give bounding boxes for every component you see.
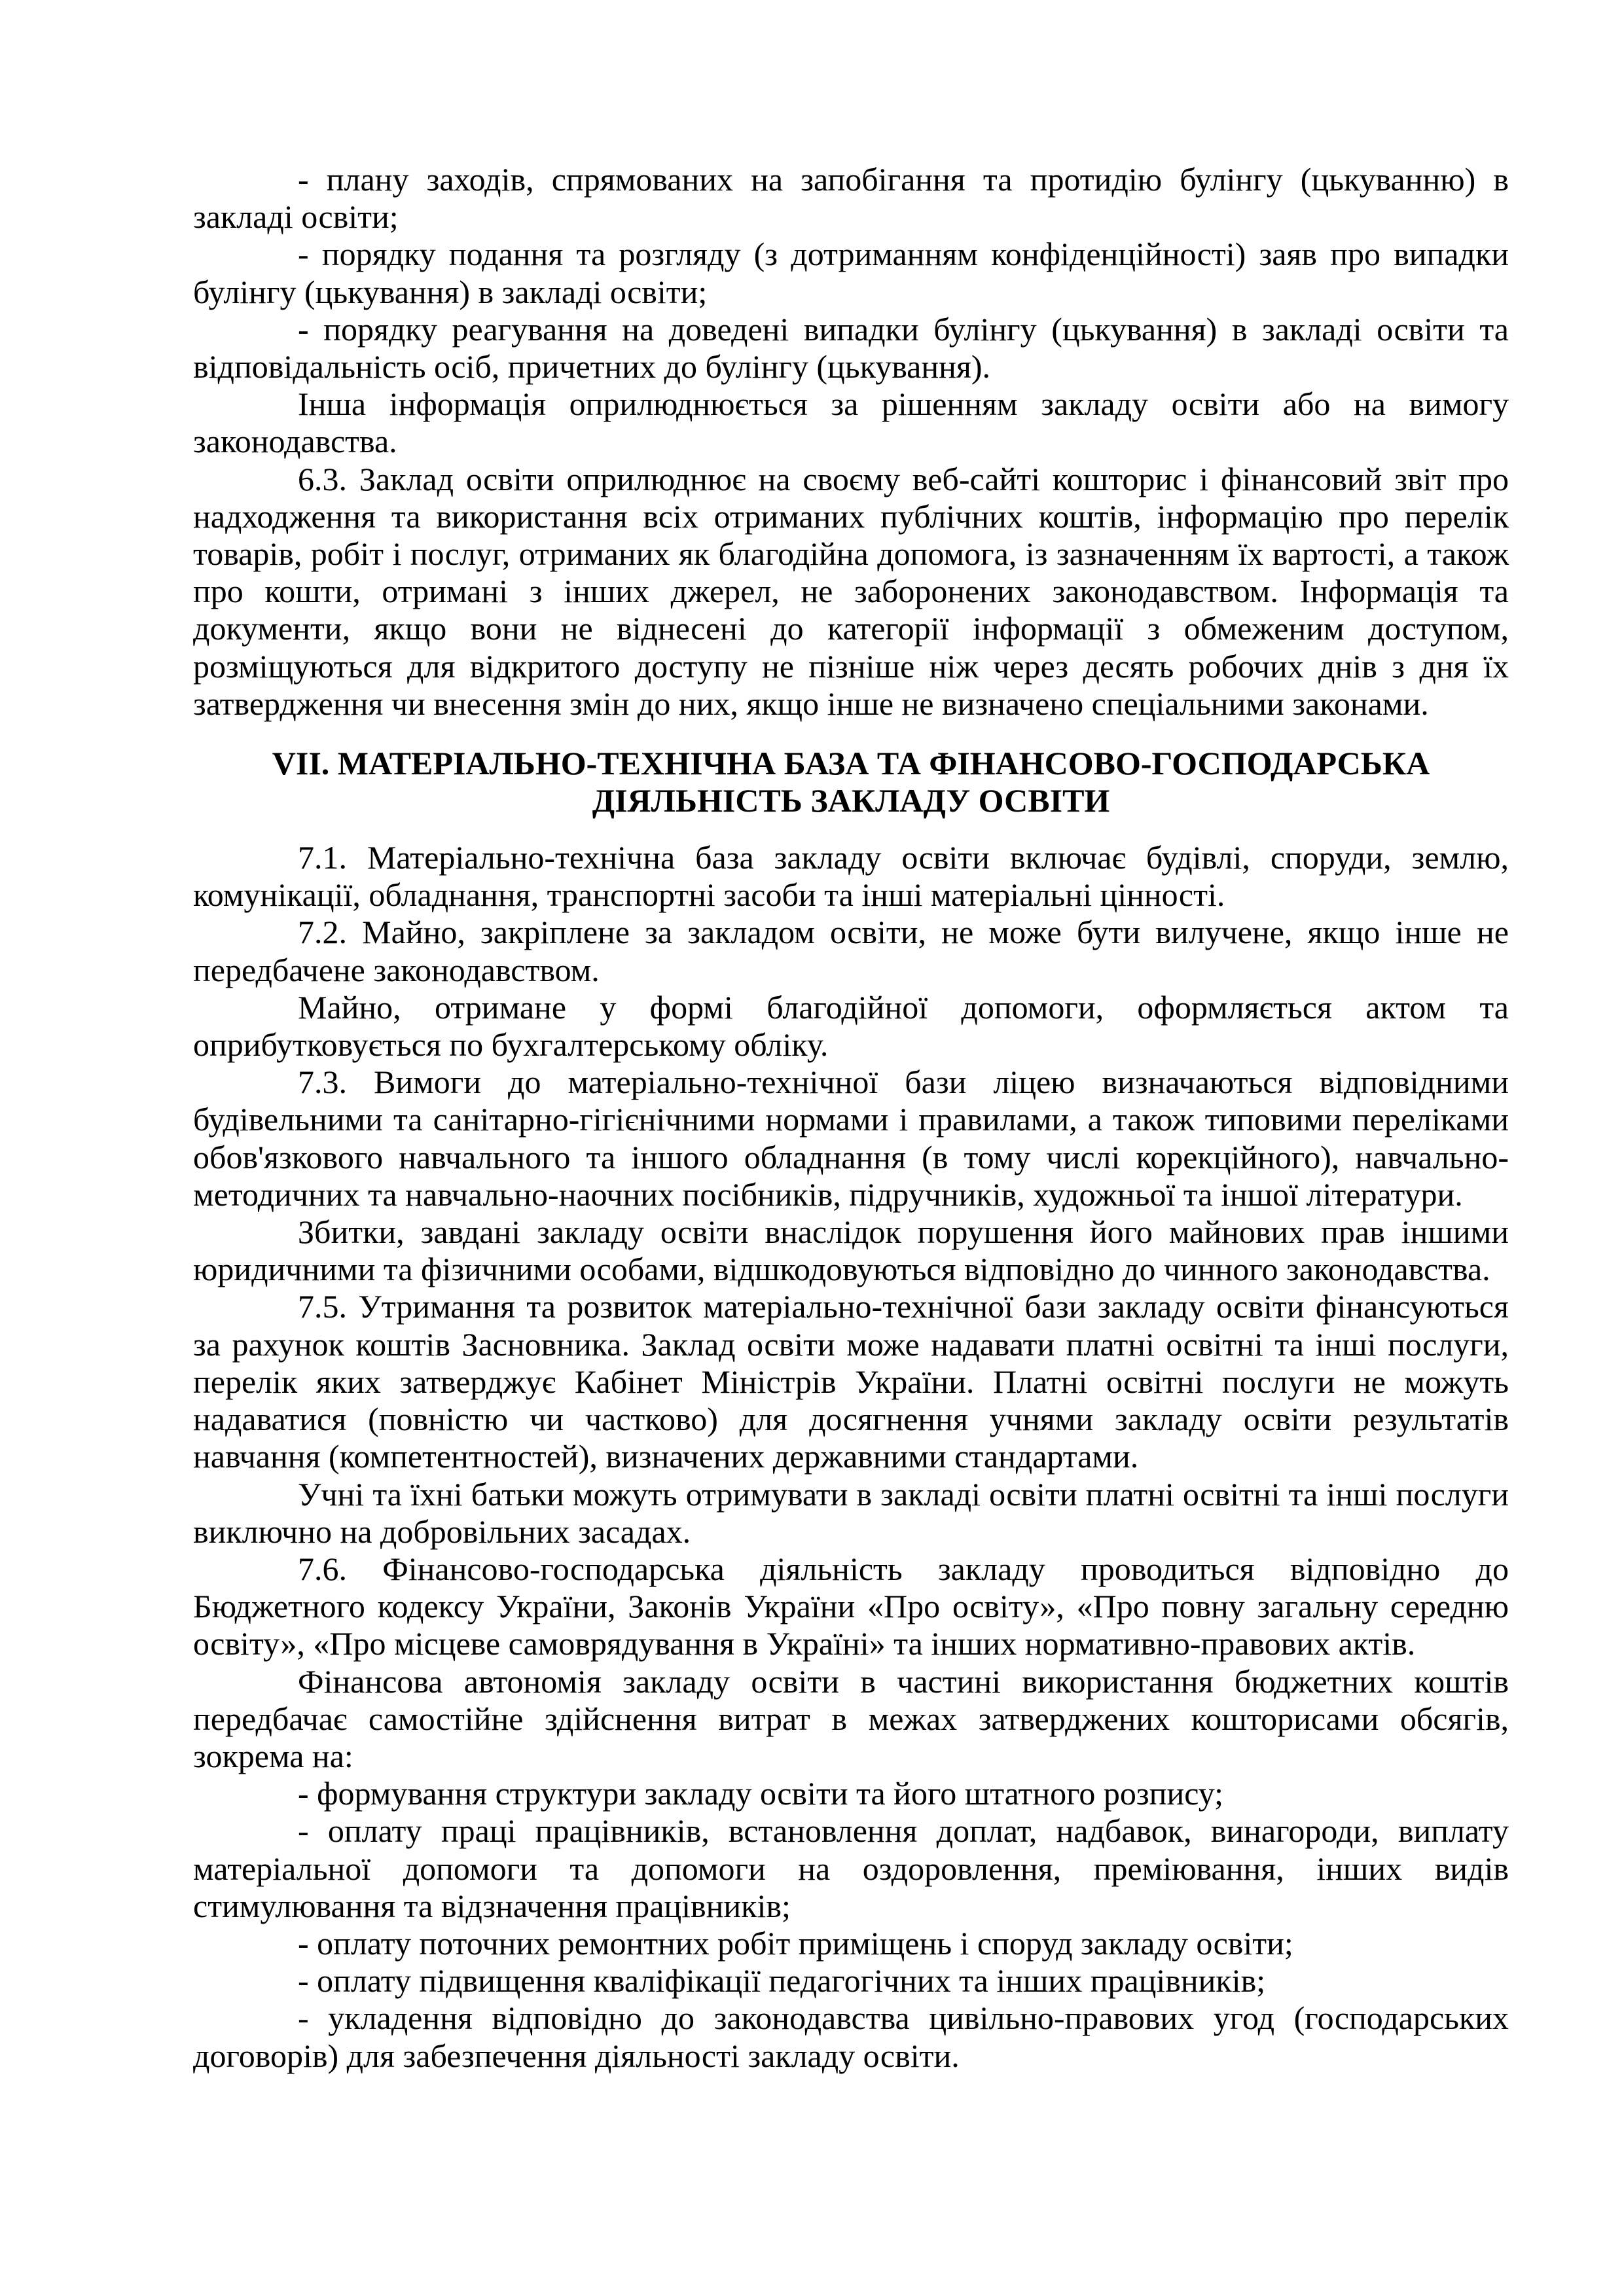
bullet-complaint-procedure: - порядку подання та розгляду (з дотриманням конфіденційності) заяв про випадки булінгу (цькування) в закладі освіти; — [193, 236, 1509, 310]
paragraph-other-info: Інша інформація оприлюднюється за рішенням закладу освіти або на вимогу законодавства. — [193, 386, 1509, 460]
paragraph-7-2: 7.2. Майно, закріплене за закладом освіти, не може бути вилучене, якщо інше не передбачене законодавством. — [193, 914, 1509, 988]
paragraph-7-6: 7.6. Фінансово-господарська діяльність закладу проводиться відповідно до Бюджетного кодексу України, Законів України «Про освіту», «Про повну загальну середню освіту», «Про місцеве самоврядування в Україні» та інших нормативно-правових актів. — [193, 1550, 1509, 1662]
paragraph-7-3: 7.3. Вимоги до матеріально-технічної бази ліцею визначаються відповідними будівельними та санітарно-гігієнічними нормами і правилами, а також типовими переліками обов'язкового навчального та іншого обладнання (в тому числі корекційного), навчально-методичних та навчально-наочних посібників, підручників, художньої та іншої літератури. — [193, 1064, 1509, 1213]
paragraph-6-3: 6.3. Заклад освіти оприлюднює на своєму веб-сайті кошторис і фінансовий звіт про надходження та використання всіх отриманих публічних коштів, інформацію про перелік товарів, робіт і послуг, отриманих як благодійна допомога, із зазначенням їх вартості, а також про кошти, отримані з інших джерел, не заборонених законодавством. Інформація та документи, якщо вони не віднесені до категорії інформації з обмеженим доступом, розміщуються для відкритого доступу не пізніше ніж через десять робочих днів з дня їх затвердження чи внесення змін до них, якщо інше не визначено спеціальними законами. — [193, 460, 1509, 722]
paragraph-damages: Збитки, завдані закладу освіти внаслідок порушення його майнових прав іншими юридичними та фізичними особами, відшкодовуються відповідно до чинного законодавства. — [193, 1213, 1509, 1288]
paragraph-7-1: 7.1. Матеріально-технічна база закладу освіти включає будівлі, споруди, землю, комунікації, обладнання, транспортні засоби та інші матеріальні цінності. — [193, 839, 1509, 914]
paragraph-7-5: 7.5. Утримання та розвиток матеріально-технічної бази закладу освіти фінансуються за рахунок коштів Засновника. Заклад освіти може надавати платні освітні та інші послуги, перелік яких затверджує Кабінет Міністрів України. Платні освітні послуги не можуть надаватися (повністю чи частково) для досягнення учнями закладу освіти результатів навчання (компетентностей), визначених державними стандартами. — [193, 1288, 1509, 1475]
bullet-contracts: - укладення відповідно до законодавства цивільно-правових угод (господарських договорів) для забезпечення діяльності закладу освіти. — [193, 2000, 1509, 2074]
document-page — [193, 161, 1509, 2075]
bullet-antibullying-plan: - плану заходів, спрямованих на запобігання та протидію булінгу (цькуванню) в закладі освіти; — [193, 161, 1509, 236]
bullet-salaries: - оплату праці працівників, встановлення доплат, надбавок, винагороди, виплату матеріальної допомоги та допомоги на оздоровлення, преміювання, інших видів стимулювання та відзначення працівників; — [193, 1812, 1509, 1924]
section-heading-vii — [193, 745, 1509, 819]
bullet-repairs: - оплату поточних ремонтних робіт приміщень і споруд закладу освіти; — [298, 1924, 1293, 1962]
paragraph-financial-autonomy: Фінансова автономія закладу освіти в частині використання бюджетних коштів передбачає самостійне здійснення витрат в межах затверджених кошторисами обсягів, зокрема на: — [193, 1662, 1509, 1774]
paragraph-voluntary-services: Учні та їхні батьки можуть отримувати в закладі освіти платні освітні та інші послуги виключно на добровільних засадах. — [193, 1475, 1509, 1550]
section-heading-line-2: ДІЯЛЬНІСТЬ ЗАКЛАДУ ОСВІТИ — [592, 782, 1110, 819]
bullet-staffing-structure: - формування структури закладу освіти та його штатного розпису; — [298, 1775, 1223, 1812]
bullet-response-procedure: - порядку реагування на доведені випадки булінгу (цькування) в закладі освіти та відповідальність осіб, причетних до булінгу (цькування). — [193, 310, 1509, 386]
section-heading-line-1: VII. МАТЕРІАЛЬНО-ТЕХНІЧНА БАЗА ТА ФІНАНСОВО-ГОСПОДАРСЬКА — [272, 745, 1430, 782]
paragraph-charity-property: Майно, отримане у формі благодійної допомоги, оформляється актом та оприбутковується по бухгалтерському обліку. — [193, 988, 1509, 1064]
bullet-qualification: - оплату підвищення кваліфікації педагогічних та інших працівників; — [298, 1962, 1266, 2000]
